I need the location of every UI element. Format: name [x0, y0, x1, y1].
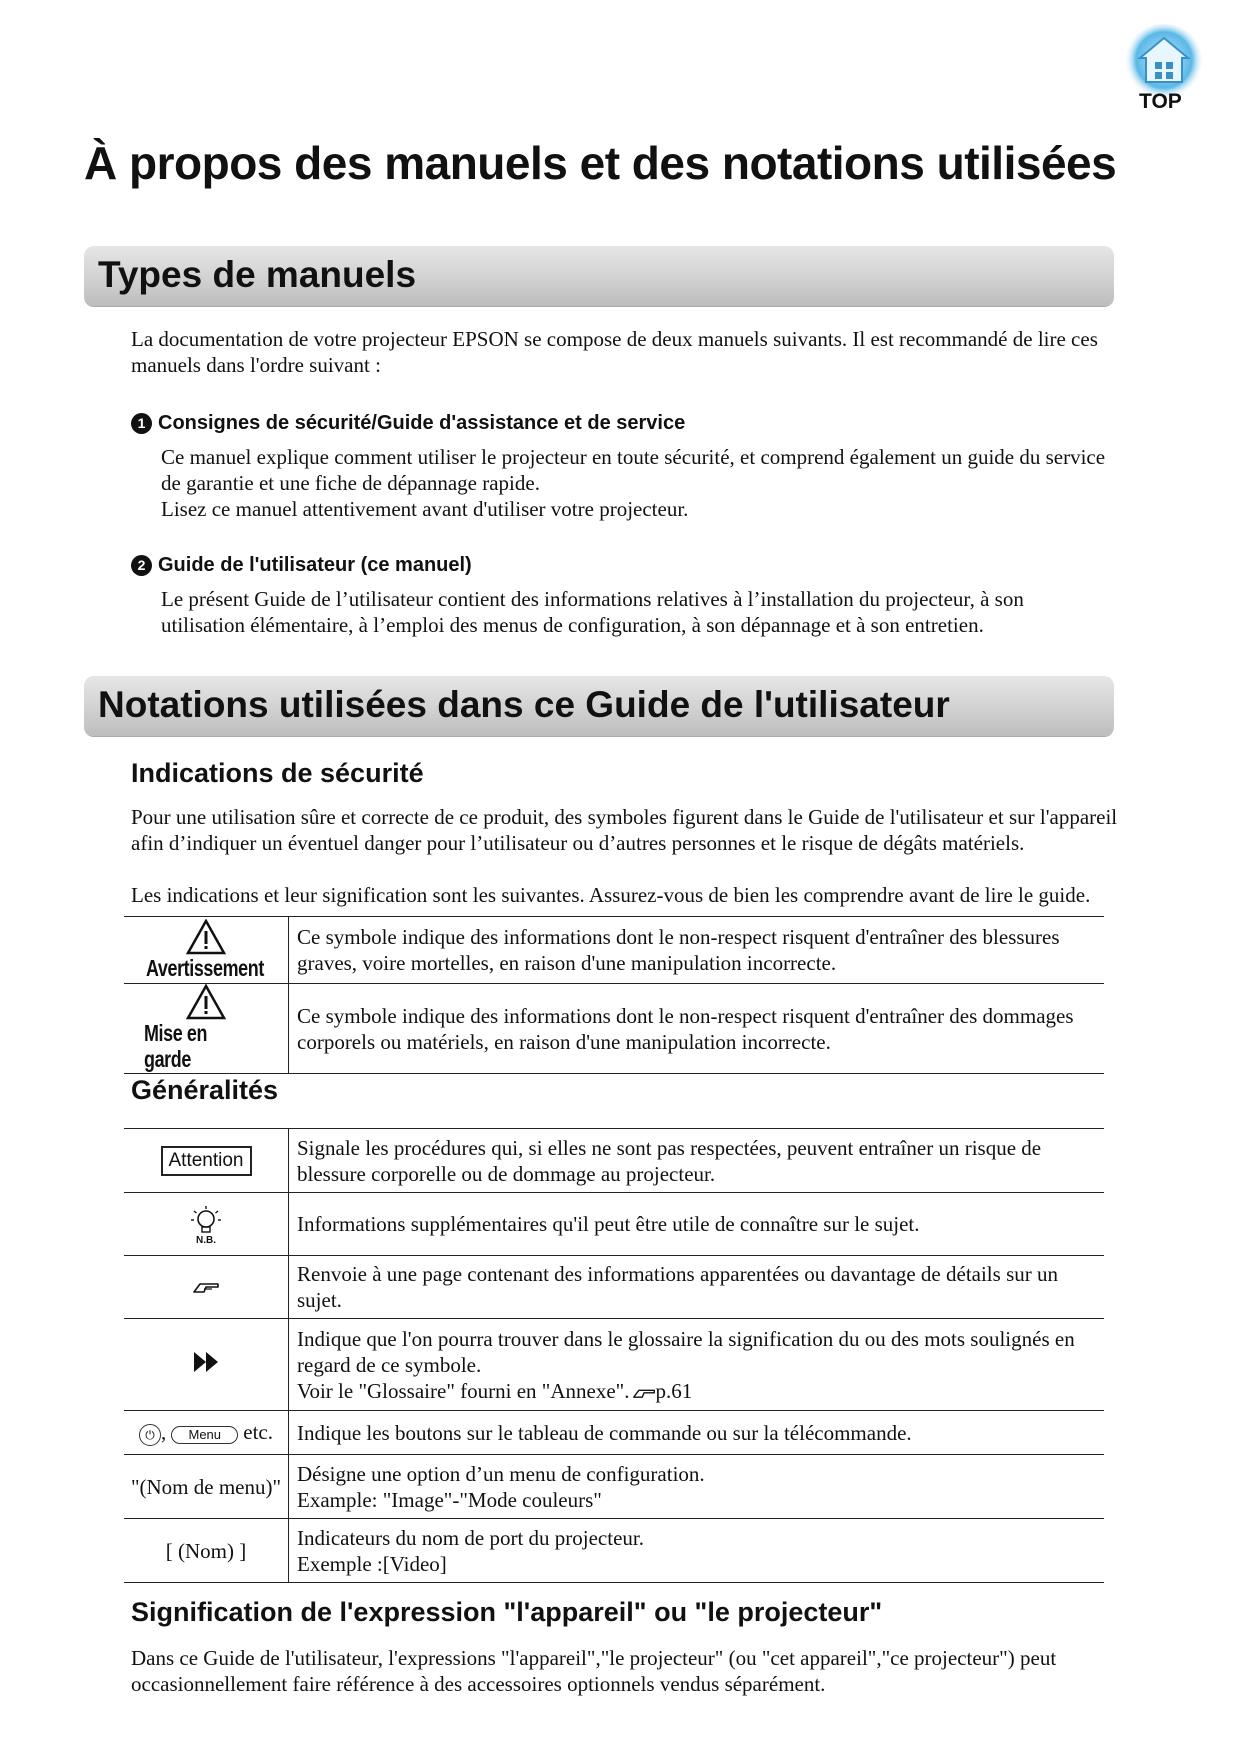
top-label: TOP — [1139, 90, 1182, 113]
power-icon: ⏻ — [139, 1424, 161, 1446]
table-row — [124, 1319, 1104, 1411]
table-cell: Indicateurs du nom de port du projecteur. Exemple :[Video] — [289, 1519, 1105, 1583]
manual-item-2-title: 2 Guide de l'utilisateur (ce manuel) — [131, 554, 472, 577]
page-link[interactable]: p.61 — [655, 1378, 693, 1403]
table-row — [124, 1411, 1104, 1455]
manual-item-1-text: Ce manuel explique comment utiliser le projecteur en toute sécurité, et comprend également un guide du service de garantie et une fiche de dépannage rapide. — [161, 445, 1106, 495]
section-header-notations — [84, 676, 1114, 736]
attention-badge: Attention — [161, 1146, 252, 1176]
note-cell — [124, 1193, 289, 1256]
table-row — [124, 917, 1104, 984]
safety-table — [124, 916, 1104, 1074]
glossary-text: Indique que l'on pourra trouver dans le glossaire la signification du ou des mots soulignés en regard de ce symbole. — [297, 1326, 1075, 1377]
table-cell — [289, 1319, 1105, 1411]
buttons-cell: ⏻ , Menu etc. — [124, 1411, 289, 1455]
section-title: Types de manuels — [98, 254, 417, 295]
table-cell: Ce symbole indique des informations dont le non-respect risquent d'entraîner des blessures graves, voire mortelles, en raison d'une manipulation incorrecte. — [289, 917, 1105, 984]
glossary-cell — [124, 1319, 289, 1411]
pointing-hand-icon — [192, 1278, 220, 1294]
table-row — [124, 1256, 1104, 1319]
page-title: À propos des manuels et des notations utilisées — [84, 137, 1117, 189]
section-title: Notations utilisées dans ce Guide de l'utilisateur — [98, 684, 950, 725]
glossary-ref: Voir le "Glossaire" fourni en "Annexe". p.61 — [297, 1378, 693, 1403]
manual-item-1-title: 1 Consignes de sécurité/Guide d'assistance et de service — [131, 412, 685, 435]
meaning-paragraph: Dans ce Guide de l'utilisateur, l'expressions "l'appareil","le projecteur" (ou "cet appareil","ce projecteur") peut occasionnellement faire référence à des accessoires optionnels vendus séparément. — [131, 1646, 1057, 1696]
table-cell: Ce symbole indique des informations dont le non-respect risquent d'entraîner des dommages corporels ou matériels, en raison d'une manipulation incorrecte. — [289, 984, 1105, 1074]
number-1-icon: 1 — [131, 413, 152, 434]
safety-heading: Indications de sécurité — [131, 758, 424, 788]
warning-cell — [124, 917, 289, 984]
table-cell: Informations supplémentaires qu'il peut être utile de connaître sur le sujet. — [289, 1193, 1105, 1256]
reference-cell — [124, 1256, 289, 1319]
safety-paragraph: Pour une utilisation sûre et correcte de ce produit, des symboles figurent dans le Guide de l'utilisateur et sur l'appareil afin d’indiquer un éventuel danger pour l’utilisateur ou d’autres personnes et le risque de dégâts matériels. — [131, 805, 1118, 855]
safety-paragraph-2: Les indications et leur signification sont les suivantes. Assurez-vous de bien les comprendre avant de lire le guide. — [131, 883, 1091, 907]
lightbulb-icon — [189, 1205, 223, 1235]
menu-button-icon: Menu — [171, 1426, 238, 1444]
table-cell: Indique les boutons sur le tableau de commande ou sur la télécommande. — [289, 1411, 1105, 1455]
table-cell: Désigne une option d’un menu de configuration. Example: "Image"-"Mode couleurs" — [289, 1455, 1105, 1519]
caution-label: Mise en garde — [144, 1020, 208, 1072]
warning-triangle-icon — [186, 984, 226, 1020]
section-header-types — [84, 246, 1114, 306]
table-row — [124, 1455, 1104, 1519]
warning-label: Avertissement — [146, 954, 264, 981]
caution-cell — [124, 984, 289, 1074]
attention-cell — [124, 1129, 289, 1193]
menu-name-cell: "(Nom de menu)" — [124, 1455, 289, 1519]
intro-paragraph: La documentation de votre projecteur EPSON se compose de deux manuels suivants. Il est recommandé de lire ces manuels dans l'ordre suivant : — [131, 327, 1098, 377]
meaning-heading: Signification de l'expression "l'appareil" ou "le projecteur" — [131, 1597, 883, 1627]
table-cell: Renvoie à une page contenant des informations apparentées ou davantage de détails sur un sujet. — [289, 1256, 1105, 1319]
top-button[interactable] — [1124, 22, 1204, 118]
number-2-icon: 2 — [131, 555, 152, 576]
manual-item-1-note: Lisez ce manuel attentivement avant d'utiliser votre projecteur. — [161, 497, 689, 521]
note-label: N.B. — [196, 1235, 216, 1246]
warning-triangle-icon — [186, 919, 226, 955]
table-row — [124, 1519, 1104, 1583]
double-arrow-icon — [192, 1351, 220, 1373]
table-cell: Signale les procédures qui, si elles ne sont pas respectées, peuvent entraîner un risque de blessure corporelle ou de dommage au projecteur. — [289, 1129, 1105, 1193]
port-name-cell: [ (Nom) ] — [124, 1519, 289, 1583]
table-row — [124, 1193, 1104, 1256]
general-table — [124, 1128, 1104, 1583]
general-heading: Généralités — [131, 1075, 279, 1105]
table-row — [124, 984, 1104, 1074]
pointing-hand-icon — [632, 1385, 656, 1399]
manual-item-2-text: Le présent Guide de l’utilisateur contient des informations relatives à l’installation du projecteur, à son utilisation élémentaire, à l’emploi des menus de configuration, à son dépannage et à son entretien. — [161, 587, 1024, 637]
table-row — [124, 1129, 1104, 1193]
